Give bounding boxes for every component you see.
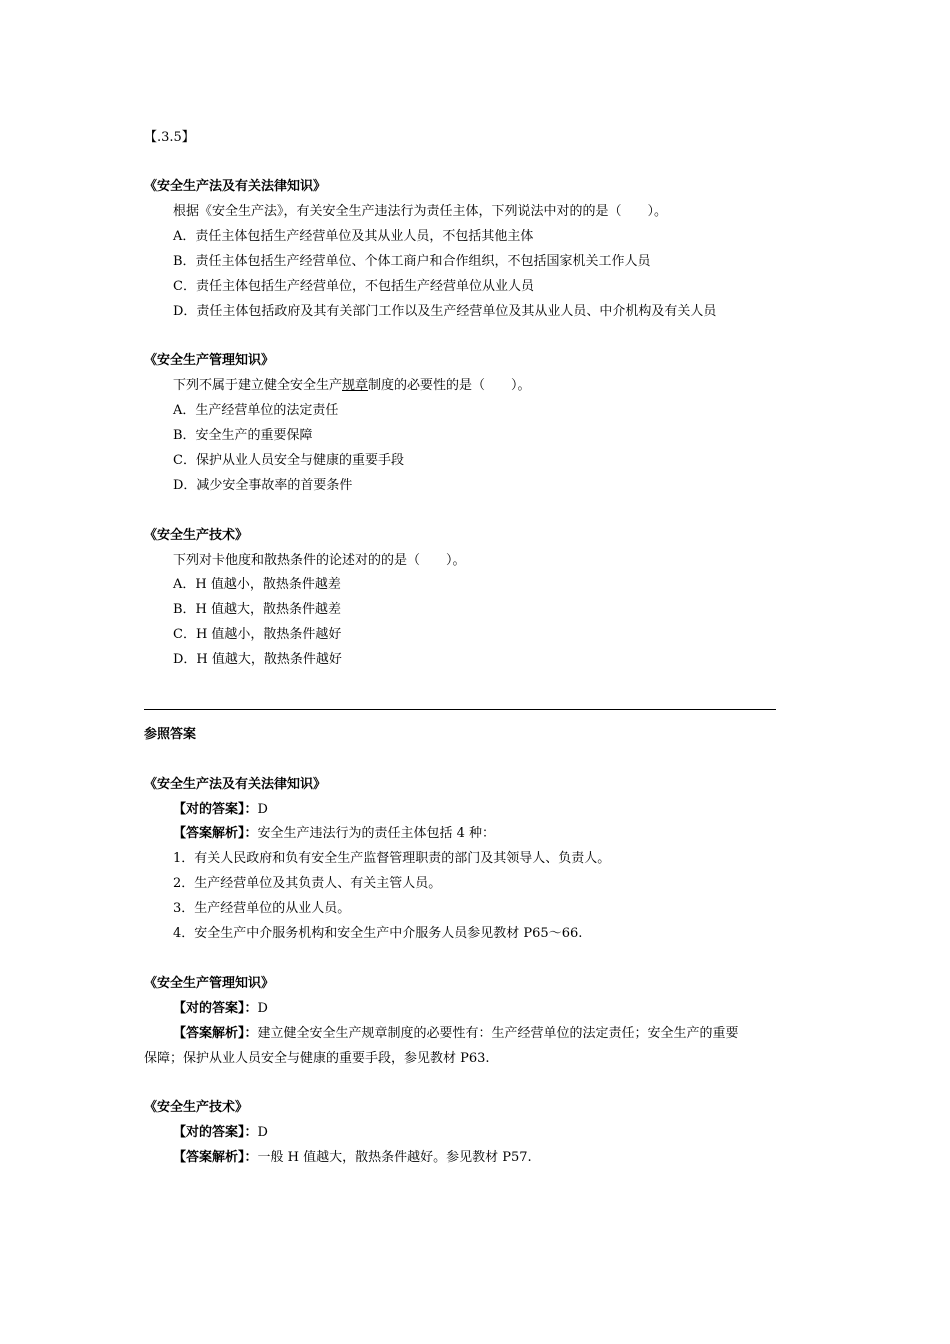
analysis-point: 2．生产经营单位及其负责人、有关主管人员。 — [173, 876, 442, 891]
analysis-technology — [173, 1149, 532, 1167]
option-d: D．H 值越大，散热条件越好 — [173, 652, 342, 667]
analysis-label: 【答案解析】： — [173, 1150, 258, 1165]
analysis-text: 安全生产违法行为的责任主体包括 4 种： — [257, 826, 496, 841]
answer-title-technology: 《安全生产技术》 — [144, 1100, 249, 1115]
answer-title-management: 《安全生产管理知识》 — [144, 976, 275, 991]
section-title-technology: 《安全生产技术》 — [144, 528, 249, 543]
option-d: D．责任主体包括政府及其有关部门工作以及生产经营单位及其从业人员、中介机构及有关人员 — [173, 304, 717, 319]
correct-answer-value: D — [257, 802, 268, 817]
correct-answer-management — [173, 1000, 268, 1018]
option-c: C．保护从业人员安全与健康的重要手段 — [173, 453, 404, 468]
correct-answer-label: 【对的答案】： — [173, 1125, 258, 1140]
section-title-law: 《安全生产法及有关法律知识》 — [144, 179, 327, 194]
question-management — [173, 377, 531, 395]
question-law: 根据《安全生产法》，有关安全生产违法行为责任主体，下列说法中对的的是（ ）。 — [173, 204, 668, 219]
option-a: A．责任主体包括生产经营单位及其从业人员，不包括其他主体 — [173, 229, 534, 244]
analysis-point: 1．有关人民政府和负有安全生产监督管理职责的部门及其领导人、负责人。 — [173, 851, 611, 866]
option-d: D．减少安全事故率的首要条件 — [173, 478, 353, 493]
option-c: C．H 值越小，散热条件越好 — [173, 627, 342, 642]
divider — [144, 709, 776, 710]
analysis-management — [173, 1025, 739, 1043]
analysis-text: 建立健全安全生产规章制度的必要性有：生产经营单位的法定责任；安全生产的重要 — [257, 1026, 739, 1041]
correct-answer-value: D — [257, 1001, 268, 1016]
analysis-law — [173, 825, 495, 843]
correct-answer-law — [173, 801, 268, 819]
option-b: B．H 值越大，散热条件越差 — [173, 602, 342, 617]
analysis-point: 3．生产经营单位的从业人员。 — [173, 901, 351, 916]
analysis-label: 【答案解析】： — [173, 826, 258, 841]
analysis-text: 一般 H 值越大，散热条件越好。参见教材 P57. — [257, 1150, 532, 1165]
answer-title-law: 《安全生产法及有关法律知识》 — [144, 777, 327, 792]
analysis-continuation: 保障；保护从业人员安全与健康的重要手段，参见教材 P63. — [144, 1051, 490, 1066]
analysis-point: 4．安全生产中介服务机构和安全生产中介服务人员参见教材 P65～66. — [173, 926, 583, 941]
analysis-label: 【答案解析】： — [173, 1026, 258, 1041]
correct-answer-technology — [173, 1124, 268, 1142]
option-b: B．安全生产的重要保障 — [173, 428, 313, 443]
header-tag: 【.3.5】 — [144, 130, 195, 145]
option-c: C．责任主体包括生产经营单位，不包括生产经营单位从业人员 — [173, 279, 534, 294]
option-a: A．H 值越小，散热条件越差 — [173, 577, 341, 592]
question-text-post: 制度的必要性的是（ ）。 — [368, 378, 531, 393]
answers-heading: 参照答案 — [144, 727, 197, 742]
correct-answer-label: 【对的答案】： — [173, 802, 258, 817]
question-technology: 下列对卡他度和散热条件的论述对的的是（ ）。 — [173, 553, 466, 568]
option-b: B．责任主体包括生产经营单位、个体工商户和合作组织，不包括国家机关工作人员 — [173, 254, 651, 269]
correct-answer-label: 【对的答案】： — [173, 1001, 258, 1016]
question-text-pre: 下列不属于建立健全安全生产 — [173, 378, 343, 393]
question-text-underlined: 规章 — [342, 378, 369, 393]
section-title-management: 《安全生产管理知识》 — [144, 353, 275, 368]
option-a: A．生产经营单位的法定责任 — [173, 403, 339, 418]
correct-answer-value: D — [257, 1125, 268, 1140]
